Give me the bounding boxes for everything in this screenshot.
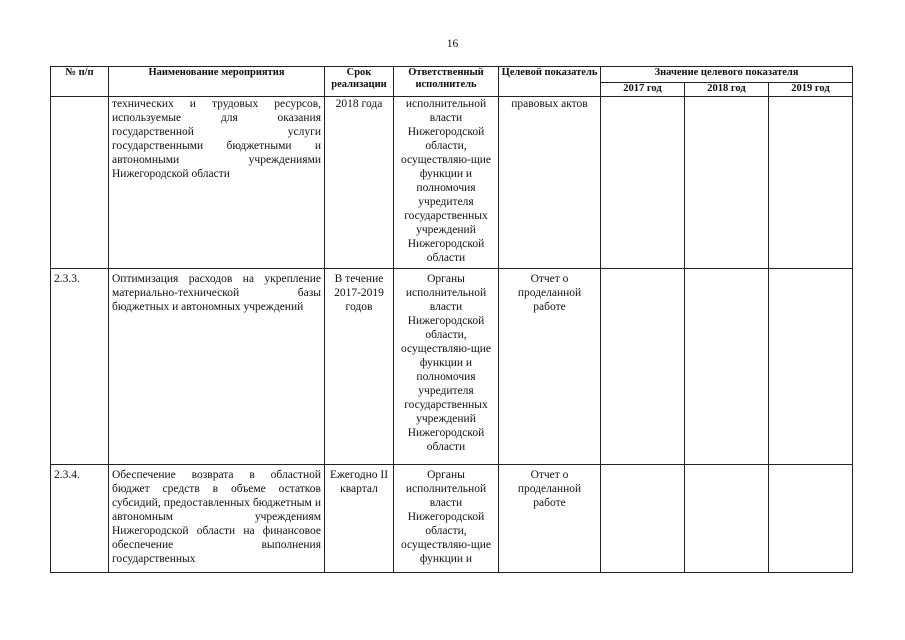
- cell-term: В течение 2017-2019 годов: [325, 269, 394, 465]
- cell-num-text: 2.3.4.: [54, 469, 80, 481]
- header-target: Целевой показатель: [499, 67, 601, 97]
- cell-responsible: [394, 465, 499, 573]
- cell-term-text: Ежегодно II квартал: [329, 469, 389, 495]
- page-number: 16: [446, 38, 459, 50]
- cell-term: [325, 465, 394, 573]
- table-row: [51, 97, 853, 269]
- cell-name: Оптимизация расходов на укрепление материально-технической базы бюджетных и автономных учреждений: [109, 269, 325, 465]
- header-name: Наименование мероприятия: [109, 67, 325, 97]
- cell-value-2019: [769, 465, 853, 573]
- header-term: Срок реализации: [325, 67, 394, 97]
- cell-num: [51, 465, 109, 573]
- header-year-2017: 2017 год: [601, 83, 685, 97]
- cell-num: 2.3.3.: [51, 269, 109, 465]
- cell-target: [499, 465, 601, 573]
- cell-target: правовых актов: [499, 97, 601, 269]
- cell-term: 2018 года: [325, 97, 394, 269]
- cell-target: Отчет о проделанной работе: [499, 269, 601, 465]
- table-row: [51, 269, 853, 465]
- cell-responsible: исполнительной власти Нижегородской области, осуществляю-щие функции и полномочия учредителя государственных учреждений Нижегородской области: [394, 97, 499, 269]
- header-responsible: Ответственный исполнитель: [394, 67, 499, 97]
- cell-value-2019: [769, 97, 853, 269]
- cell-value-2018: [685, 465, 769, 573]
- table-row: [51, 465, 853, 573]
- cell-name: технических и трудовых ресурсов, используемые для оказания государственной услуги государственными бюджетными и автономными учреждениями Нижегородской области: [109, 97, 325, 269]
- cell-value-2018: [685, 269, 769, 465]
- measures-table: [50, 66, 853, 573]
- cell-value-2017: [601, 269, 685, 465]
- cell-value-2017: [601, 465, 685, 573]
- header-year-2018: 2018 год: [685, 83, 769, 97]
- header-value-group: Значение целевого показателя: [601, 67, 853, 83]
- header-num: № п/п: [51, 67, 109, 97]
- cell-num: [51, 97, 109, 269]
- header-year-2019: 2019 год: [769, 83, 853, 97]
- cell-target-text: Отчет о проделанной работе: [517, 469, 582, 509]
- cell-value-2019: [769, 269, 853, 465]
- cell-responsible: Органы исполнительной власти Нижегородской области, осуществляю-щие функции и полномочия учредителя государственных учреждений Нижегородской области: [394, 269, 499, 465]
- cell-value-2018: [685, 97, 769, 269]
- cell-name: [109, 465, 325, 573]
- cell-value-2017: [601, 97, 685, 269]
- cell-responsible-text: Органы исполнительной власти Нижегородской области, осуществляю-щие функции и: [401, 469, 491, 565]
- cell-name-text: Обеспечение возврата в областной бюджет средств в объеме остатков субсидий, предоставленных бюджетным и автономным учреждениям Нижегородской области на финансовое обеспечение выполнения государственных: [112, 469, 321, 565]
